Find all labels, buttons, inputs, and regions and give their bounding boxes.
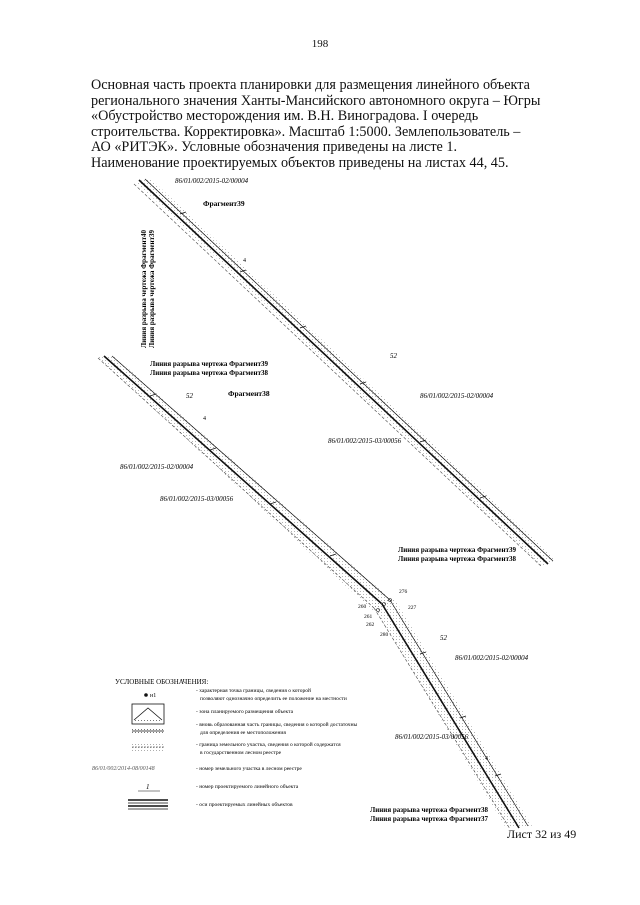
cadastre-label: 86/01/002/2015-03/00056	[160, 495, 234, 503]
break-line-label: Линия разрыва чертежа Фрагмент39	[150, 360, 269, 368]
legend-text: - номер проектируемого линейного объекта	[196, 784, 299, 790]
point-label: 262	[366, 622, 375, 628]
legend-text: - характерная точка границы, сведения о которой	[196, 688, 311, 694]
land-plot-icon	[132, 742, 164, 752]
legend	[92, 678, 358, 809]
legend-title: УСЛОВНЫЕ ОБОЗНАЧЕНИЯ:	[115, 678, 209, 686]
point-label: 261	[364, 614, 373, 620]
title-line: «Обустройство месторождения им. В.Н. Виноградова. I очередь	[91, 108, 479, 125]
zone-icon	[132, 704, 164, 724]
point-label: 227	[408, 605, 417, 611]
object-number: 52	[390, 352, 397, 360]
legend-text: - номер земельного участка в лесном реестре	[196, 766, 302, 772]
legend-text: - вновь образованная часть границы, сведения о которой достаточны	[196, 722, 358, 728]
title-line: АО «РИТЭК». Условные обозначения приведены на листе 1.	[91, 139, 458, 156]
break-line-label: Линия разрыва чертежа Фрагмент38	[398, 555, 517, 563]
legend-symbol-text: 1	[146, 783, 150, 791]
object-number: 4	[485, 756, 488, 762]
cadastre-label: 86/01/002/2015-02/00004	[120, 463, 194, 471]
page-number: 198	[311, 38, 329, 50]
break-line-label: Линия разрыва чертежа Фрагмент40	[140, 229, 148, 348]
legend-text: - граница земельного участка, сведения о которой содержатся	[196, 742, 341, 748]
object-number: 52	[440, 634, 447, 642]
fragment-37-strip	[372, 598, 532, 829]
legend-symbol-text: 86/01/002/2014-08/00148	[92, 766, 155, 772]
title-line: строительства. Корректировка». Масштаб 1:5000. Землепользователь –	[91, 123, 521, 140]
cadastre-label: 86/01/002/2015-02/00004	[455, 654, 529, 662]
legend-text: в государственном лесном реестре	[200, 750, 282, 756]
point-label: 260	[358, 604, 367, 610]
legend-text: для определения ее местоположения	[200, 730, 286, 736]
object-number: 4	[203, 416, 206, 422]
fragment-label: Фрагмент39	[203, 199, 245, 208]
break-line-label: Линия разрыва чертежа Фрагмент39	[398, 546, 517, 554]
title-line: регионального значения Ханты-Мансийского автономного округа – Югры	[91, 92, 541, 109]
break-line-label: Линия разрыва чертежа Фрагмент39	[148, 229, 156, 348]
legend-text: - оси проектируемых линейных объектов	[196, 802, 293, 808]
legend-symbol-text: н1	[150, 693, 157, 699]
boundary-icon	[132, 727, 164, 735]
break-line-label: Линия разрыва чертежа Фрагмент38	[150, 369, 269, 377]
title-line: Наименование проектируемых объектов приведены на листах 44, 45.	[91, 154, 509, 171]
legend-text: позволяют однозначно определить ее положение на местности	[200, 696, 347, 702]
cadastre-label: 86/01/002/2015-03/00056	[395, 733, 469, 741]
break-line-label: Линия разрыва чертежа Фрагмент37	[370, 815, 489, 823]
title-line: Основная часть проекта планировки для размещения линейного объекта	[91, 77, 530, 93]
fragment-label: Фрагмент38	[228, 389, 270, 398]
sheet-number: Лист 32 из 49	[507, 827, 577, 841]
point-icon	[144, 693, 148, 697]
cadastre-label: 86/01/002/2015-03/00056	[328, 437, 402, 445]
axes-icon	[128, 800, 168, 809]
cadastre-label: 86/01/002/2015-02/00004	[175, 177, 249, 185]
legend-text: - зона планируемого размещения объекта	[196, 709, 294, 715]
point-label: 276	[399, 589, 408, 595]
break-line-label: Линия разрыва чертежа Фрагмент38	[370, 806, 489, 814]
object-number: 4	[243, 258, 246, 264]
object-number: 52	[186, 392, 193, 400]
cadastre-label: 86/01/002/2015-02/00004	[420, 392, 494, 400]
point-label: 280	[380, 632, 389, 638]
